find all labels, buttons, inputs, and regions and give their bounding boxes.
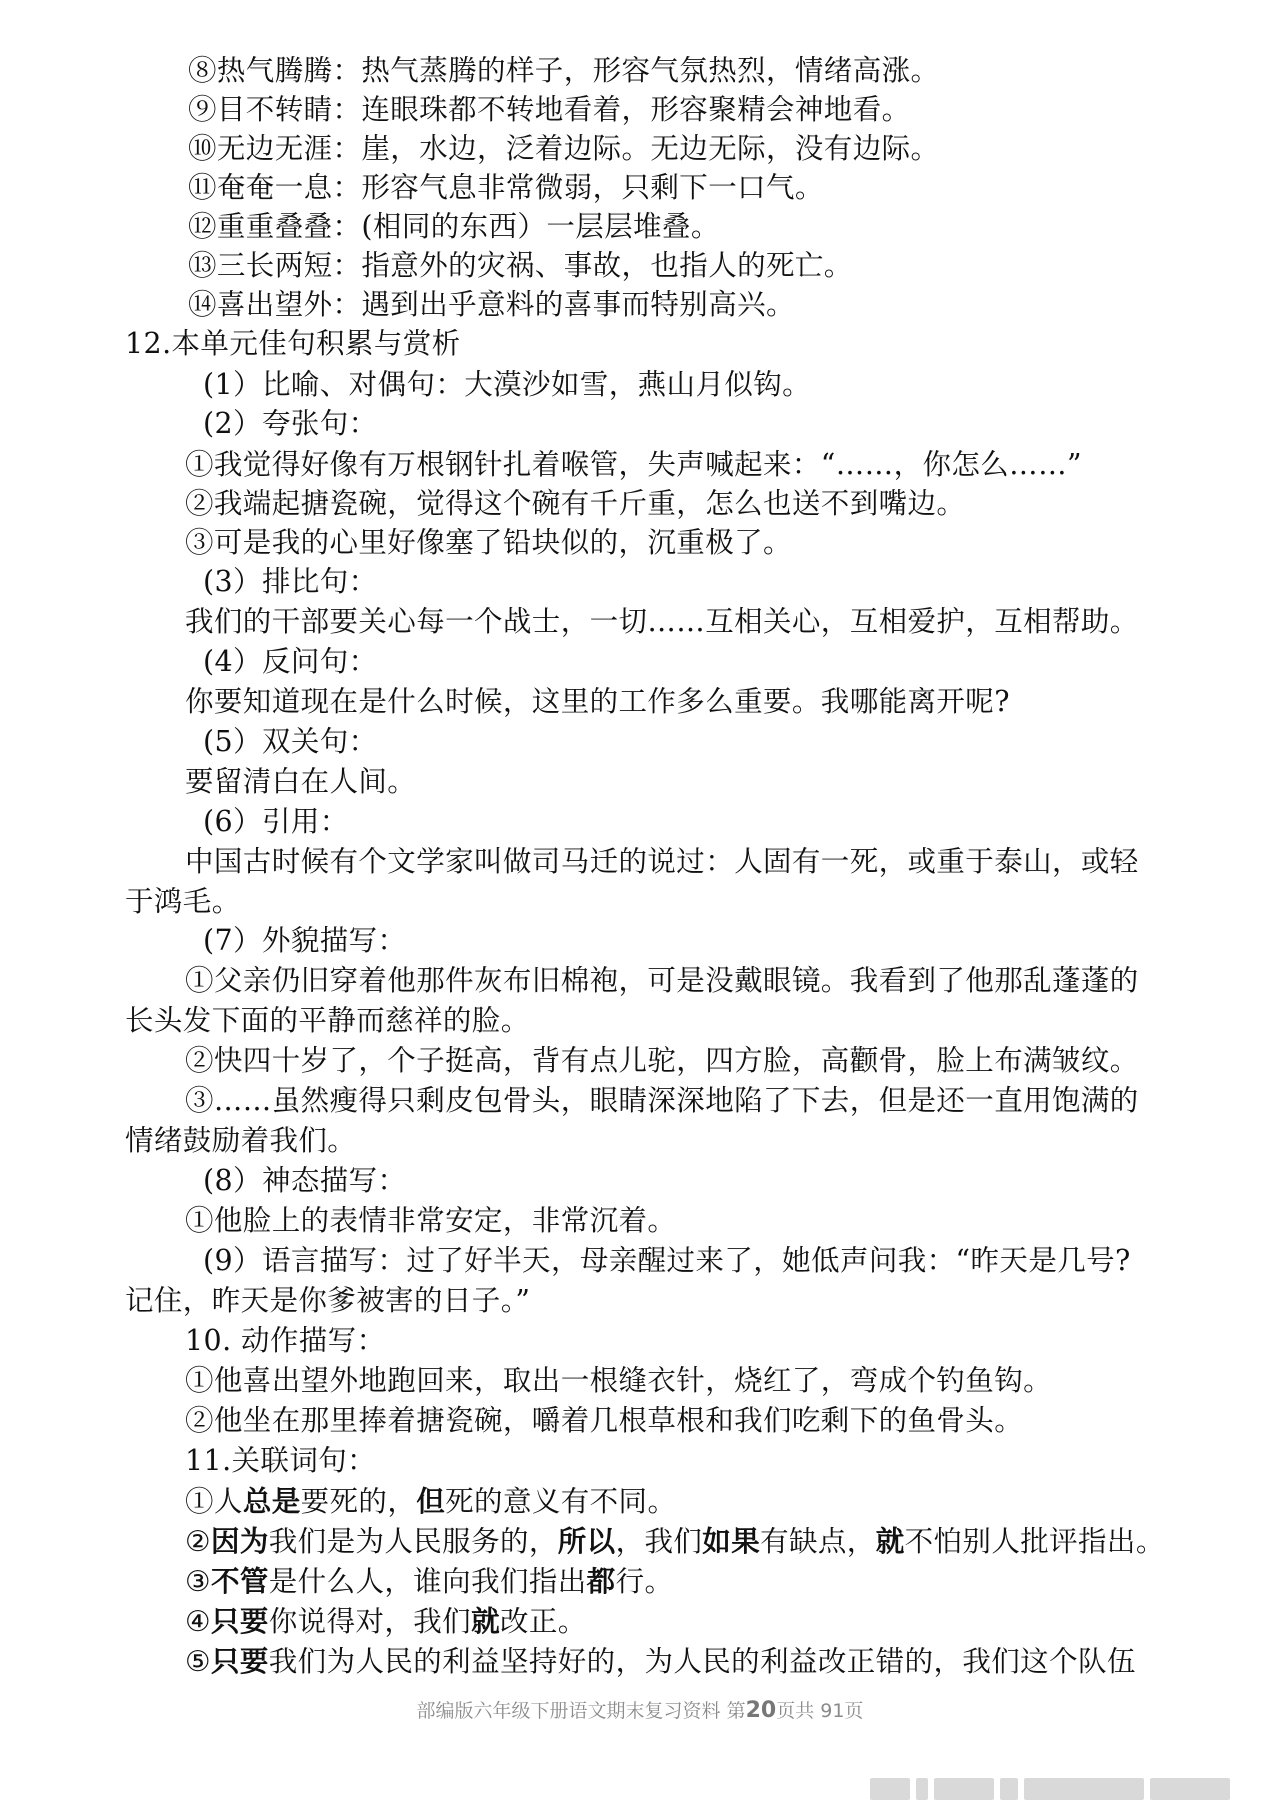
text-line: ①他喜出望外地跑回来，取出一根缝衣针，烧红了，弯成个钓鱼钩。 [185, 1364, 1053, 1397]
text-line: ⑧热气腾腾：热气蒸腾的样子，形容气氛热烈，情绪高涨。 [188, 54, 940, 87]
page-footer: 部编版六年级下册语文期末复习资料 第20页共 91页 [416, 1698, 864, 1723]
conjunction-line: ⑤只要我们为人民的利益坚持好的，为人民的利益改正错的，我们这个队伍 [185, 1644, 1136, 1678]
text-line: ⑬三长两短：指意外的灾祸、事故，也指人的死亡。 [188, 249, 853, 282]
text-line: 我们的干部要关心每一个战士，一切……互相关心，互相爱护，互相帮助。 [185, 605, 1139, 638]
text-line: (8）神态描写： [203, 1164, 407, 1197]
text-line: (7）外貌描写： [203, 924, 407, 957]
edge-mark [916, 1778, 928, 1800]
text-line: (2）夸张句： [203, 407, 378, 440]
text-line: ①我觉得好像有万根钢针扎着喉管，失声喊起来：“……，你怎么……” [185, 448, 1082, 481]
text-line: 于鸿毛。 [125, 885, 241, 918]
edge-mark [1150, 1778, 1230, 1800]
text-line: ⑩无边无涯：崖，水边，泛着边际。无边无际，没有边际。 [188, 132, 940, 165]
edge-mark [870, 1778, 910, 1800]
text-line: (1）比喻、对偶句：大漠沙如雪，燕山月似钩。 [203, 368, 812, 401]
text-line: 11.关联词句： [185, 1444, 377, 1477]
text-line: 记住，昨天是你爹被害的日子。” [125, 1284, 531, 1317]
conjunction-line: ①人总是要死的，但死的意义有不同。 [185, 1484, 677, 1518]
edge-mark [934, 1778, 994, 1800]
text-line: ⑭喜出望外：遇到出乎意料的喜事而特别高兴。 [188, 288, 795, 321]
text-line: ⑪奄奄一息：形容气息非常微弱，只剩下一口气。 [188, 171, 824, 204]
text-line: 长头发下面的平静而慈祥的脸。 [125, 1004, 530, 1037]
edge-mark [1000, 1778, 1018, 1800]
text-line: ③……虽然瘦得只剩皮包骨头，眼睛深深地陷了下去，但是还一直用饱满的 [185, 1084, 1139, 1117]
section-heading: 12.本单元佳句积累与赏析 [125, 327, 461, 360]
text-line: ②他坐在那里捧着搪瓷碗，嚼着几根草根和我们吃剩下的鱼骨头。 [185, 1404, 1024, 1437]
text-line: 要留清白在人间。 [185, 765, 417, 798]
conjunction-line: ④只要你说得对，我们就改正。 [185, 1604, 587, 1638]
text-line: 10. 动作描写： [185, 1324, 386, 1357]
text-line: 中国古时候有个文学家叫做司马迁的说过：人固有一死，或重于泰山，或轻 [185, 845, 1139, 878]
conjunction-line: ③不管是什么人，谁向我们指出都行。 [185, 1564, 674, 1598]
text-line: (3）排比句： [203, 565, 378, 598]
text-line: ②快四十岁了，个子挺高，背有点儿驼，四方脸，高颧骨，脸上布满皱纹。 [185, 1044, 1139, 1077]
text-line: ①父亲仍旧穿着他那件灰布旧棉袍，可是没戴眼镜。我看到了他那乱蓬蓬的 [185, 964, 1139, 997]
text-line: ⑫重重叠叠：(相同的东西）一层层堆叠。 [188, 210, 720, 243]
scan-edge-marks [870, 1778, 1270, 1804]
edge-mark [1024, 1778, 1144, 1800]
text-line: 你要知道现在是什么时候，这里的工作多么重要。我哪能离开呢? [185, 685, 1010, 718]
text-line: ⑨目不转睛：连眼珠都不转地看着，形容聚精会神地看。 [188, 93, 911, 126]
text-line: ①他脸上的表情非常安定，非常沉着。 [185, 1204, 677, 1237]
text-line: ③可是我的心里好像塞了铅块似的，沉重极了。 [185, 526, 792, 559]
text-line: (5）双关句： [203, 725, 378, 758]
text-line: (4）反问句： [203, 645, 378, 678]
text-line: ②我端起搪瓷碗，觉得这个碗有千斤重，怎么也送不到嘴边。 [185, 487, 966, 520]
text-line: (9）语言描写：过了好半天，母亲醒过来了，她低声问我：“昨天是几号? [203, 1244, 1131, 1277]
text-line: (6）引用： [203, 805, 349, 838]
conjunction-line: ②因为我们是为人民服务的，所以，我们如果有缺点，就不怕别人批评指出。 [185, 1524, 1165, 1558]
text-line: 情绪鼓励着我们。 [125, 1124, 357, 1157]
